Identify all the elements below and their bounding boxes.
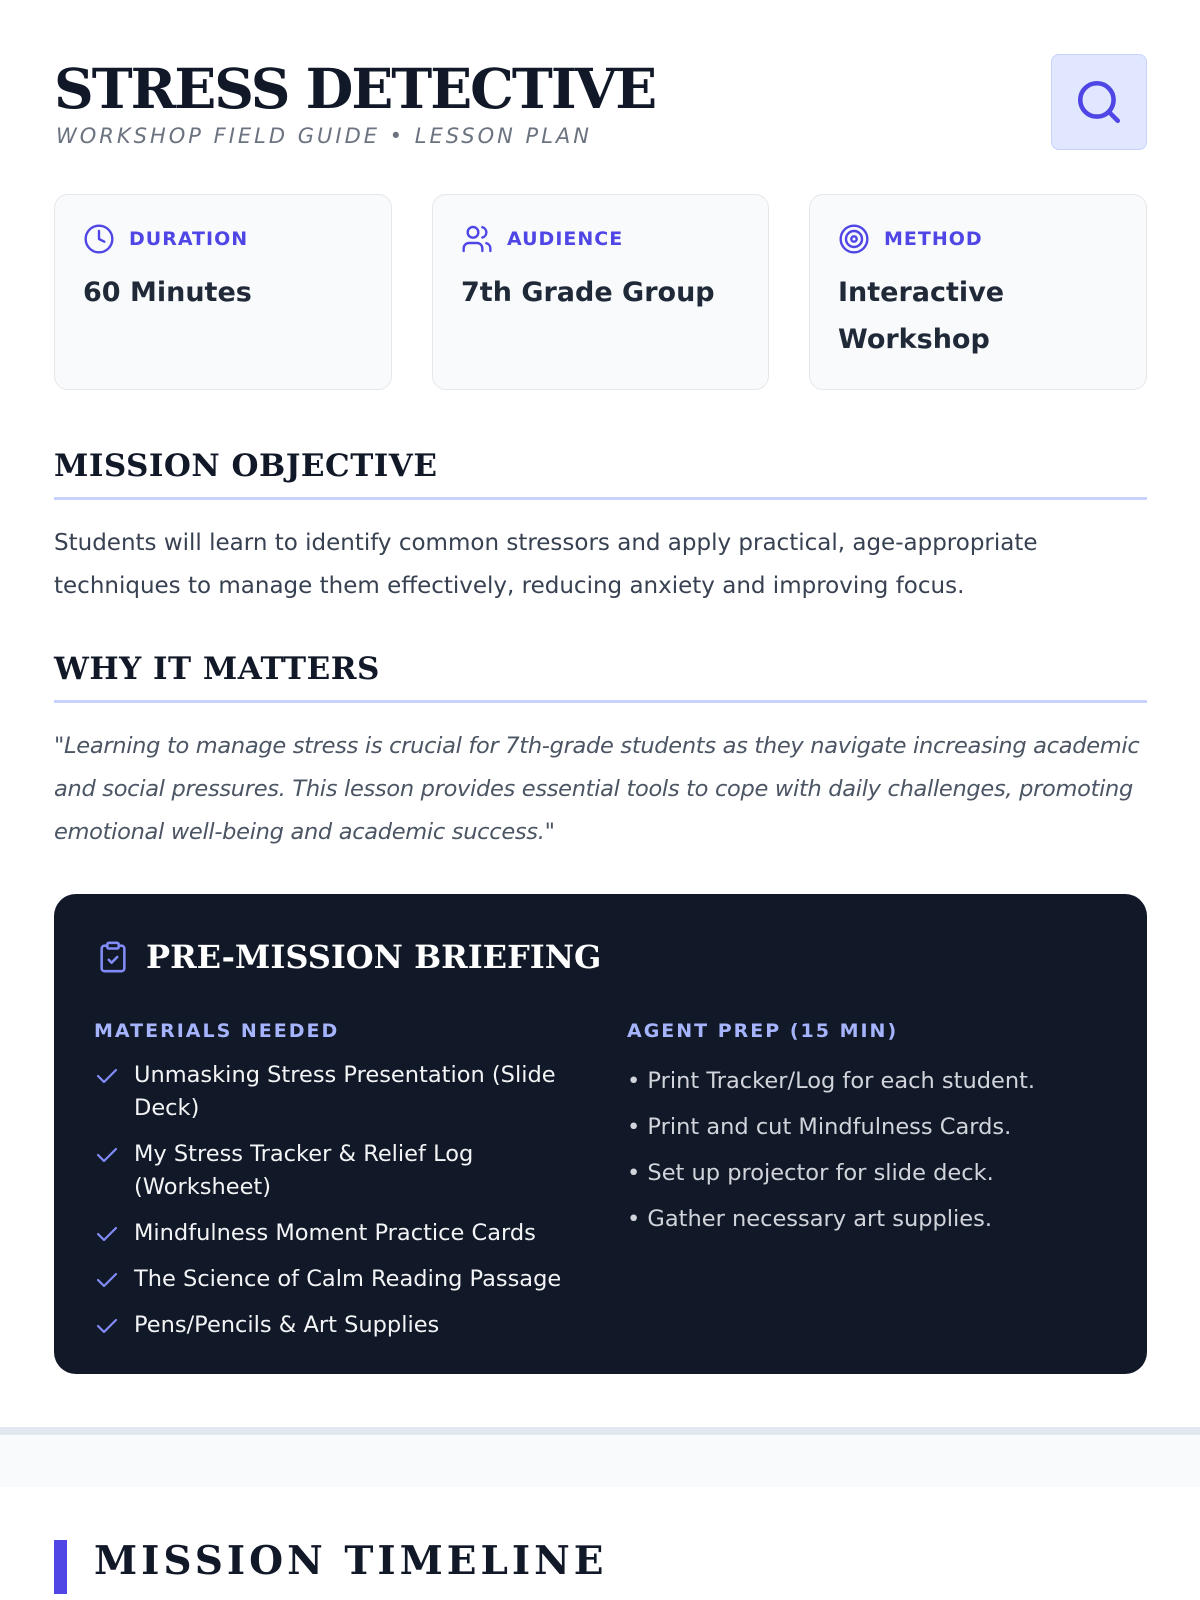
mission-timeline-heading: MISSION TIMELINE <box>94 1538 608 1584</box>
section-divider <box>54 497 1147 500</box>
check-icon <box>96 1225 118 1243</box>
method-card <box>809 194 1147 390</box>
list-item <box>94 1217 564 1250</box>
page-divider <box>0 1427 1200 1487</box>
target-icon <box>838 223 870 255</box>
page-subtitle: WORKSHOP FIELD GUIDE • LESSON PLAN <box>56 124 592 148</box>
card-value: 7th Grade Group <box>461 277 715 308</box>
card-label: AUDIENCE <box>507 228 624 250</box>
timeline-accent-bar <box>54 1540 67 1594</box>
check-icon <box>96 1317 118 1335</box>
clipboard-check-icon <box>96 938 130 976</box>
card-value: 60 Minutes <box>83 277 252 308</box>
section-divider <box>54 700 1147 703</box>
agent-prep-list <box>627 1052 1107 1236</box>
list-item: • Gather necessary art supplies. <box>627 1206 993 1232</box>
agent-prep-label: AGENT PREP (15 MIN) <box>627 1020 899 1042</box>
duration-card <box>54 194 392 390</box>
list-item: • Print Tracker/Log for each student. <box>627 1068 1036 1094</box>
briefing-title: PRE-MISSION BRIEFING <box>146 938 602 976</box>
pre-mission-briefing-panel <box>54 894 1147 1374</box>
search-button[interactable] <box>1051 54 1147 150</box>
material-text: Mindfulness Moment Practice Cards <box>134 1220 536 1246</box>
why-it-matters-heading: WHY IT MATTERS <box>54 651 380 687</box>
page-title: STRESS DETECTIVE <box>54 56 656 121</box>
list-item: • Print and cut Mindfulness Cards. <box>627 1114 1012 1140</box>
list-item <box>94 1059 564 1125</box>
material-text: The Science of Calm Reading Passage <box>134 1266 562 1292</box>
materials-list <box>94 1046 564 1342</box>
clock-icon <box>83 223 115 255</box>
card-value: Interactive Workshop <box>838 277 1005 355</box>
users-icon <box>461 223 493 255</box>
mission-objective-heading: MISSION OBJECTIVE <box>54 448 438 484</box>
list-item <box>94 1263 564 1296</box>
list-item: • Set up projector for slide deck. <box>627 1160 994 1186</box>
search-icon <box>1074 77 1124 127</box>
card-label: METHOD <box>884 228 983 250</box>
list-item <box>94 1138 564 1204</box>
check-icon <box>96 1146 118 1164</box>
material-text: Pens/Pencils & Art Supplies <box>134 1312 440 1338</box>
check-icon <box>96 1067 118 1085</box>
materials-label: MATERIALS NEEDED <box>94 1020 340 1042</box>
mission-objective-text: Students will learn to identify common stressors and apply practical, age-appropriate techniques to manage them effectively, reducing anxiety and improving focus. <box>54 530 1038 599</box>
why-it-matters-quote: "Learning to manage stress is crucial for 7th-grade students as they navigate increasing academic and social pressures. This lesson provides essential tools to cope with daily challenges, promoting emotional well-being and academic success." <box>54 733 1140 845</box>
material-text: My Stress Tracker & Relief Log (Worksheet) <box>134 1141 474 1200</box>
list-item <box>94 1309 564 1342</box>
card-label: DURATION <box>129 228 249 250</box>
check-icon <box>96 1271 118 1289</box>
material-text: Unmasking Stress Presentation (Slide Deck) <box>134 1062 556 1121</box>
audience-card <box>432 194 769 390</box>
